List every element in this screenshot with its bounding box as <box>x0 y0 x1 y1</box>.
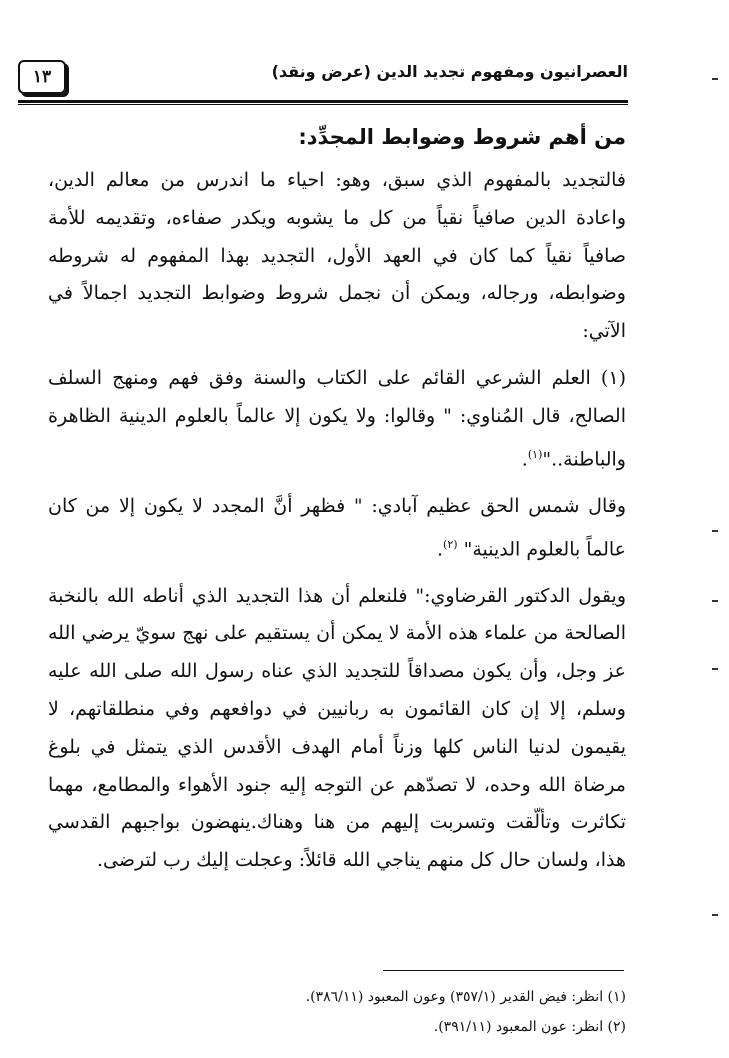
paragraph <box>48 360 626 479</box>
footnote-ref[interactable]: (٢) <box>443 537 458 551</box>
paragraph <box>48 578 626 880</box>
header-rule <box>18 100 628 103</box>
margin-mark <box>712 530 718 532</box>
footnote-separator <box>383 970 624 971</box>
page-header <box>18 58 628 98</box>
margin-mark <box>712 668 718 670</box>
header-rule-thin <box>18 104 628 105</box>
margin-mark <box>712 600 718 602</box>
page-body <box>48 122 626 880</box>
footnote-ref[interactable]: (١) <box>527 447 543 461</box>
paragraph <box>48 488 626 569</box>
paragraph-text: (١) العلم الشرعي القائم على الكتاب والسنة وفق فهم ومنهج السلف الصالح، قال المُناوي: " وقالوا: ولا يكون إلا عالماً بالعلوم الدينية الظاهرة والباطنة.." <box>48 366 626 470</box>
paragraph-end: . <box>437 537 444 560</box>
footnote: (١) انظر: فيض القدير (٣٥٧/١) وعون المعبود (٣٨٦/١١). <box>305 989 626 1005</box>
section-heading: من أهم شروط وضوابط المجدِّد: <box>298 125 626 149</box>
footnote: (٢) انظر: عون المعبود (٣٩١/١١). <box>433 1019 626 1035</box>
running-title: العصرانيون ومفهوم تجديد الدين (عرض ونقد) <box>271 62 628 81</box>
paragraph-text: ويقول الدكتور القرضاوي:" فلنعلم أن هذا التجديد الذي أناطه الله بالنخبة الصالحة من علماء هذه الأمة لا يمكن أن يستقيم على نهج سويّ يرضي الله عز وجل، وأن يكون مصداقاً للتجديد الذي عناه رسول الله صلى الله عليه وسلم، إلا إن كان القائمون به ربانيين في دوافعهم وفي منطلقاتهم، لا يقيمون لدنيا الناس كلها وزناً أمام الهدف الأقدس الذي يتمثل في بلوغ مرضاة الله وحده، لا تصدّهم عن التوجه إليه جنود الأهواء والمطامع، مهما تكاثرت وتألّقت وتسربت إليهم من هنا وهناك.ينهضون بواجبهم القدسي هذا، ولسان حال كل منهم يناجي الله قائلاً: وعجلت إليك رب لترضى. <box>48 584 626 872</box>
paragraph <box>48 162 626 351</box>
margin-mark <box>712 78 718 80</box>
margin-mark <box>712 914 718 916</box>
page-number: ١٣ <box>18 60 66 94</box>
paragraph-text: فالتجديد بالمفهوم الذي سبق، وهو: احياء ما اندرس من معالم الدين، واعادة الدين صافياً نقياً من كل ما يشوبه ويكدر صفاءه، وتقديمه للأمة صافياً نقياً كما كان في العهد الأول، التجديد بهذا المفهوم له شروطه وضوابطه، ورجاله، ويمكن أن نجمل شروط وضوابط التجديد اجمالاً في الآتي: <box>48 169 626 343</box>
footnotes <box>48 982 626 1042</box>
paragraph-end: . <box>521 447 528 470</box>
paragraph-text: وقال شمس الحق عظيم آبادي: " فظهر أنَّ المجدد لا يكون إلا من كان عالماً بالعلوم الدينية" <box>48 494 626 560</box>
